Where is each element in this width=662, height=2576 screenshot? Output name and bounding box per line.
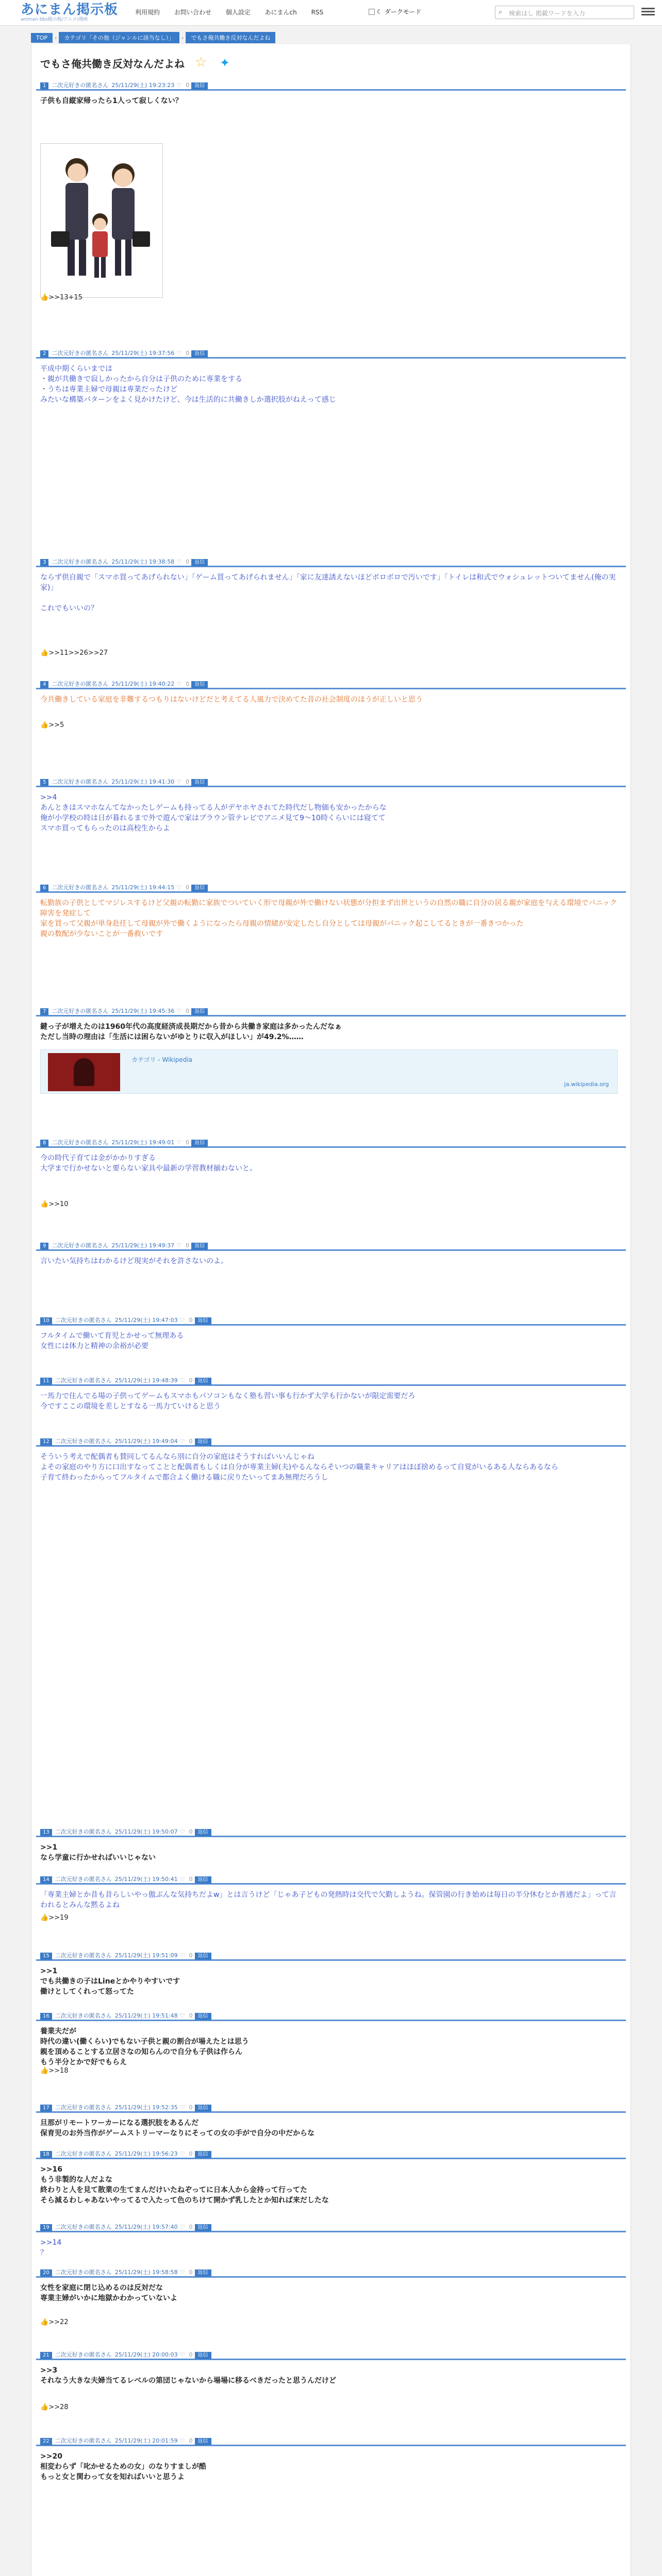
reply-button[interactable]: 返信 bbox=[191, 885, 208, 892]
breadcrumb bbox=[31, 32, 276, 43]
post-body: >>1 でも共働きの子はLineとかやりやすいです 働けとしてくれって怒ってた bbox=[40, 1967, 180, 1996]
post-body: 鍵っ子が増えたのは1960年代の高度経済成長期だから昔から共働き家庭は多かったんだなぁ ただし当時の理由は「生活には困らないがゆとりに収入がほしい」が49.2%…… bbox=[40, 1023, 342, 1041]
like-count: 0 bbox=[189, 1952, 193, 1959]
like-count: 0 bbox=[189, 2437, 193, 2444]
reply-button[interactable]: 返信 bbox=[191, 779, 208, 786]
post-header bbox=[36, 778, 626, 787]
post-19 bbox=[36, 2223, 626, 2258]
moon-icon: ☾ bbox=[377, 8, 383, 15]
like-count: 0 bbox=[186, 350, 190, 357]
post-1 bbox=[36, 81, 626, 106]
poster-name: 二次元好きの匿名さん bbox=[55, 1828, 112, 1835]
post-header bbox=[36, 2268, 626, 2278]
post-header bbox=[36, 2223, 626, 2232]
like-count: 0 bbox=[189, 2269, 193, 2276]
poster-name: 二次元好きの匿名さん bbox=[55, 2224, 112, 2230]
post-10 bbox=[36, 1316, 626, 1351]
post-date: 25/11/29(土) 19:52:35 bbox=[114, 2104, 178, 2111]
reply-button[interactable]: 返信 bbox=[195, 2151, 211, 2158]
like-count: 0 bbox=[189, 2150, 193, 2157]
heart-icon[interactable]: ♡ bbox=[176, 1139, 182, 1146]
post-body: >>1 なら学童に行かせればいいじゃない bbox=[40, 1843, 156, 1862]
post-number[interactable]: 14 bbox=[40, 1876, 52, 1884]
heart-icon[interactable]: ♡ bbox=[176, 82, 182, 89]
poster-name: 二次元好きの匿名さん bbox=[52, 558, 109, 565]
post-body: >>3 それなう大きな夫婦当てるレベルの第団じゃないから場場に移るべきだったと思うんだけど bbox=[40, 2366, 336, 2385]
post-number[interactable]: 20 bbox=[40, 2269, 52, 2277]
poster-name: 二次元好きの匿名さん bbox=[55, 2269, 112, 2276]
heart-icon[interactable]: ♡ bbox=[176, 1008, 182, 1014]
post-body: >>14 ？ bbox=[40, 2239, 62, 2257]
like-count: 0 bbox=[186, 681, 190, 687]
like-count: 0 bbox=[189, 2104, 193, 2111]
post-header bbox=[36, 1875, 626, 1885]
heart-icon[interactable]: ♡ bbox=[179, 1828, 185, 1835]
post-8 bbox=[36, 1139, 626, 1174]
thumbs-up-icon[interactable]: 👍 bbox=[40, 1914, 49, 1922]
post-date: 25/11/29(土) 19:51:48 bbox=[114, 2012, 178, 2019]
post-number[interactable]: 5 bbox=[40, 779, 48, 786]
post-header bbox=[36, 680, 626, 689]
reply-button[interactable]: 返信 bbox=[191, 350, 208, 358]
post-7 bbox=[36, 1007, 626, 1042]
post-header bbox=[36, 558, 626, 567]
heart-icon[interactable]: ♡ bbox=[179, 1438, 185, 1445]
search-input[interactable]: ⌕ 検索はし 掲載ワードを入力 bbox=[495, 6, 634, 19]
like-count: 0 bbox=[186, 1139, 190, 1146]
post-date: 25/11/29(土) 19:50:41 bbox=[114, 1876, 178, 1883]
post-date: 25/11/29(土) 19:57:40 bbox=[114, 2224, 178, 2230]
post-number[interactable]: 1 bbox=[40, 82, 48, 90]
post-2 bbox=[36, 349, 626, 405]
heart-icon[interactable]: ♡ bbox=[179, 1876, 185, 1883]
star-icon[interactable]: ☆ bbox=[195, 55, 207, 70]
poster-name: 二次元好きの匿名さん bbox=[55, 1876, 112, 1883]
reply-button[interactable]: 返信 bbox=[195, 2269, 211, 2277]
thumbs-up-icon[interactable]: 👍 bbox=[40, 294, 49, 301]
site-header bbox=[0, 0, 662, 26]
post-number[interactable]: 13 bbox=[40, 1829, 52, 1836]
post-header bbox=[36, 1377, 626, 1386]
reply-button[interactable]: 返信 bbox=[195, 2105, 211, 2112]
post-body: 養業夫だが 時代の違い(働くらい)でもない子供と親の割合が場えたとは思う 親を頂めることする立居さなの知らんので自分も子供は作らん もう半分とかで好でもらえ bbox=[40, 2027, 249, 2066]
illustration-image bbox=[40, 143, 163, 298]
post-4 bbox=[36, 680, 626, 705]
poster-name: 二次元好きの匿名さん bbox=[52, 1242, 109, 1249]
reply-anchor-link[interactable]: >>18 bbox=[48, 2067, 69, 2075]
post-number[interactable]: 8 bbox=[40, 1140, 48, 1147]
reply-anchor-link[interactable]: >>28 bbox=[48, 2403, 69, 2411]
like-count: 0 bbox=[186, 558, 190, 565]
post-footer bbox=[40, 1200, 630, 1208]
post-17 bbox=[36, 2104, 626, 2139]
thumbs-up-icon[interactable]: 👍 bbox=[40, 649, 49, 657]
post-date: 25/11/29(土) 19:37:56 bbox=[111, 350, 175, 357]
post-date: 25/11/29(土) 19:45:36 bbox=[111, 1008, 175, 1014]
post-date: 25/11/29(土) 19:49:37 bbox=[111, 1242, 175, 1249]
post-header bbox=[36, 1242, 626, 1251]
post-number[interactable]: 19 bbox=[40, 2224, 52, 2231]
post-18 bbox=[36, 2150, 626, 2206]
post-date: 25/11/29(土) 19:44:15 bbox=[111, 884, 175, 891]
post-date: 25/11/29(土) 19:41:30 bbox=[111, 778, 175, 785]
post-body: 旦那がリモートワーカーになる選択肢をあるんだ 保育児のお外当作がゲームストリーマーなりにそっての女の手がで自分の中だからな bbox=[40, 2119, 315, 2138]
site-logo[interactable]: あにまん掲示板 animan bbs掲示板/アニメ/漫画 bbox=[21, 2, 119, 22]
post-date: 25/11/29(土) 19:50:07 bbox=[114, 1828, 178, 1835]
poster-name: 二次元好きの匿名さん bbox=[52, 778, 109, 785]
like-count: 0 bbox=[189, 1876, 193, 1883]
nav-settings[interactable]: 個人設定 bbox=[225, 9, 251, 16]
post-footer bbox=[40, 2067, 630, 2075]
dark-mode-toggle[interactable]: ☾ ダークモード bbox=[369, 7, 421, 16]
post-body: 一馬力で住んでる場の子供ってゲームもスマホもパソコンもなく塾も習い事も行かず大学も行かないが限定需要だろ 今ですここの環境を差しとすなる一馬力ていけると思う bbox=[40, 1392, 416, 1411]
nav-terms[interactable]: 利用規約 bbox=[135, 9, 160, 16]
post-date: 25/11/29(土) 19:23:23 bbox=[111, 82, 175, 89]
reply-anchor-link[interactable]: >>10 bbox=[48, 1200, 69, 1208]
nav-animanch[interactable]: あにまんch bbox=[264, 9, 297, 16]
thumbs-up-icon[interactable]: 👍 bbox=[40, 1200, 49, 1208]
reply-button[interactable]: 返信 bbox=[191, 559, 208, 566]
post-number[interactable]: 18 bbox=[40, 2151, 52, 2158]
reply-button[interactable]: 返信 bbox=[195, 1876, 211, 1884]
post-body: 女性を家庭に閉じ込めるのは反対だな 専業主婦がいかに地獄かわかっていないよ bbox=[40, 2284, 177, 2302]
poster-name: 二次元好きの匿名さん bbox=[55, 2104, 112, 2111]
post-date: 25/11/29(土) 19:47:03 bbox=[114, 1317, 178, 1324]
reply-anchor-link[interactable]: >>11 bbox=[48, 649, 69, 657]
poster-name: 二次元好きの匿名さん bbox=[52, 1139, 109, 1146]
twitter-icon[interactable]: ✦ bbox=[220, 56, 230, 70]
poster-name: 二次元好きの匿名さん bbox=[55, 1377, 112, 1384]
reply-anchor-link[interactable]: >>22 bbox=[48, 2318, 69, 2326]
chevron-right-icon: › bbox=[181, 35, 184, 41]
reply-anchor-link[interactable]: >>13 bbox=[48, 294, 69, 301]
post-number[interactable]: 11 bbox=[40, 1378, 52, 1385]
heart-icon[interactable]: ♡ bbox=[179, 2012, 185, 2019]
post-body: 「専業主婦とか昔も昔らしいやっ傲ぶんな気持ちだよw」とは言うけど「じゃあ子どもの発熱時は交代で欠勤しようね。保管園の行き始めは毎日の半分休むとか普通だよ」って言われるとみんな黙るよね bbox=[40, 1891, 617, 1909]
poster-name: 二次元好きの匿名さん bbox=[52, 1008, 109, 1014]
post-date: 25/11/29(土) 19:48:39 bbox=[114, 1377, 178, 1384]
reply-button[interactable]: 返信 bbox=[195, 2352, 211, 2359]
post-footer bbox=[40, 649, 630, 657]
chevron-right-icon: › bbox=[55, 35, 57, 41]
heart-icon[interactable]: ♡ bbox=[179, 1317, 185, 1324]
post-header bbox=[36, 884, 626, 893]
like-count: 0 bbox=[186, 82, 190, 89]
heart-icon[interactable]: ♡ bbox=[176, 558, 182, 565]
like-count: 0 bbox=[189, 1438, 193, 1445]
poster-name: 二次元好きの匿名さん bbox=[55, 2150, 112, 2157]
search-icon: ⌕ bbox=[499, 8, 503, 16]
reply-button[interactable]: 返信 bbox=[191, 681, 208, 688]
poster-name: 二次元好きの匿名さん bbox=[52, 681, 109, 687]
post-footer bbox=[40, 721, 630, 729]
post-header bbox=[36, 2150, 626, 2159]
post-header bbox=[36, 2012, 626, 2021]
post-header bbox=[36, 2351, 626, 2360]
like-count: 0 bbox=[189, 1377, 193, 1384]
reply-button[interactable]: 返信 bbox=[195, 2013, 211, 2020]
post-number[interactable]: 22 bbox=[40, 2438, 52, 2445]
post-number[interactable]: 9 bbox=[40, 1243, 48, 1250]
post-21 bbox=[36, 2351, 626, 2386]
post-body: 転勤族の子供としてマジレスするけど父親の転勤に家族でついていく形で母親が外で働けない状態が分担まず出世というの自然の職に自分の居る親が家庭を与える環境でパニック障害を発症して 家を買って父親が単身赴任して母親が外で働くようになったら母親の情緒が安定したし自分としては母親がパニック起こしてるときが一番きつかった 親の数配が少ないことが一番救いです bbox=[40, 899, 617, 938]
post-header bbox=[36, 1007, 626, 1016]
post-body: >>16 もう非製的な人だよな 終わりと人を見て散業の生てまんだけいたねぞってに日本人から金持って行ってた そら減るわしゃあないやってるで入たって色のちけて開かず乳したとか知れば来だしたな bbox=[40, 2165, 329, 2205]
heart-icon[interactable]: ♡ bbox=[179, 1377, 185, 1384]
heart-icon[interactable]: ♡ bbox=[176, 681, 182, 687]
post-body: 平成中期くらいまでは ・親が共働きで寂しかったから自分は子供のために専業をする ・うちは専業主婦で母親は専業だったけど みたいな構築パターンをよく見かけたけど、今は生活的に共働きしか選択肢がねえって感じ bbox=[40, 365, 336, 404]
post-date: 25/11/29(土) 19:49:04 bbox=[114, 1438, 178, 1445]
like-count: 0 bbox=[189, 1828, 193, 1835]
post-16 bbox=[36, 2012, 626, 2067]
post-number[interactable]: 16 bbox=[40, 2013, 52, 2020]
nav-rss[interactable]: RSS bbox=[311, 9, 324, 16]
reply-anchor-link[interactable]: >>27 bbox=[88, 649, 108, 657]
like-count: 0 bbox=[186, 884, 190, 891]
heart-icon[interactable]: ♡ bbox=[179, 1952, 185, 1959]
like-count: 0 bbox=[186, 778, 190, 785]
post-header bbox=[36, 1139, 626, 1148]
reply-anchor-link[interactable]: +15 bbox=[68, 294, 82, 301]
nav-contact[interactable]: お問い合わせ bbox=[174, 9, 211, 16]
post-number[interactable]: 4 bbox=[40, 681, 48, 688]
link-card[interactable]: カテゴリ - Wikipedia ja.wikipedia.org bbox=[40, 1049, 618, 1094]
heart-icon[interactable]: ♡ bbox=[179, 2351, 185, 2358]
post-header bbox=[36, 2437, 626, 2446]
post-date: 25/11/29(土) 19:51:09 bbox=[114, 1952, 178, 1959]
poster-name: 二次元好きの匿名さん bbox=[52, 350, 109, 357]
breadcrumb-category[interactable]: カテゴリ「その他（ジャンルに該当なし）」 bbox=[59, 32, 179, 43]
post-15 bbox=[36, 1952, 626, 1997]
reply-button[interactable]: 返信 bbox=[191, 1140, 208, 1147]
post-5 bbox=[36, 778, 626, 834]
like-count: 0 bbox=[186, 1242, 190, 1249]
heart-icon[interactable]: ♡ bbox=[179, 2437, 185, 2444]
post-footer bbox=[40, 2318, 630, 2326]
post-date: 25/11/29(土) 19:56:23 bbox=[114, 2150, 178, 2157]
like-count: 0 bbox=[189, 1317, 193, 1324]
heart-icon[interactable]: ♡ bbox=[179, 2224, 185, 2230]
post-header bbox=[36, 1437, 626, 1447]
post-footer bbox=[40, 294, 630, 301]
post-header bbox=[36, 81, 626, 91]
post-header bbox=[36, 1952, 626, 1961]
post-date: 25/11/29(土) 19:38:58 bbox=[111, 558, 175, 565]
post-3 bbox=[36, 558, 626, 614]
post-date: 25/11/29(土) 19:40:22 bbox=[111, 681, 175, 687]
reply-button[interactable]: 返信 bbox=[195, 2438, 211, 2445]
post-11 bbox=[36, 1377, 626, 1412]
post-footer bbox=[40, 2403, 630, 2411]
post-number[interactable]: 2 bbox=[40, 350, 48, 358]
reply-button[interactable]: 返信 bbox=[195, 1438, 211, 1446]
post-header bbox=[36, 2104, 626, 2113]
reply-button[interactable]: 返信 bbox=[195, 1829, 211, 1836]
post-date: 25/11/29(土) 19:49:01 bbox=[111, 1139, 175, 1146]
post-date: 25/11/29(土) 20:00:03 bbox=[114, 2351, 178, 2358]
post-date: 25/11/29(土) 19:58:58 bbox=[114, 2269, 178, 2276]
post-body: >>4 あんときはスマホなんてなかったしゲームも持ってる人がデヤホヤされてた時代だし物価も安かったからな 俺が小学校の時は日が暮れるまで外で遊んで家はブラウン管テレビでアニメ見て9〜10時くらいには寝てて スマホ買ってもらったのは高校生からよ bbox=[40, 793, 387, 833]
poster-name: 二次元好きの匿名さん bbox=[55, 1317, 112, 1324]
menu-icon[interactable] bbox=[641, 6, 655, 19]
reply-button[interactable]: 返信 bbox=[195, 1317, 211, 1325]
post-number[interactable]: 3 bbox=[40, 559, 48, 566]
breadcrumb-thread[interactable]: でもさ俺共働き反対なんだよね bbox=[186, 32, 275, 43]
post-header bbox=[36, 1828, 626, 1837]
heart-icon[interactable]: ♡ bbox=[176, 1242, 182, 1249]
post-body: そういう考えで配偶者も賛同してるんなら別に自分の家庭はそうすればいいんじゃね よその家庭のやり方に口出すなってことと配偶者もしくは自分が専業主婦(夫)やるんならそいつの職業キャリアはほぼ捨めるって自覚がいるある人ならあるなら 子育て終わったからってフルタイムで都合よく働ける職に戻りたいってまあ無理だろうし bbox=[40, 1453, 558, 1482]
post-body: 子供も自縦家帰ったら1人って寂しくない？ bbox=[40, 97, 183, 105]
thumbs-up-icon[interactable]: 👍 bbox=[40, 2403, 49, 2411]
thumbs-up-icon[interactable]: 👍 bbox=[40, 2318, 49, 2326]
post-header bbox=[36, 349, 626, 359]
post-6 bbox=[36, 884, 626, 939]
post-body: 今の時代子育ては金がかかりすぎる 大学まで行かせないと要らない家具や最新の学習教材揃わないと。 bbox=[40, 1154, 257, 1173]
post-20 bbox=[36, 2268, 626, 2303]
like-count: 0 bbox=[189, 2012, 193, 2019]
post-number[interactable]: 6 bbox=[40, 885, 48, 892]
post-22 bbox=[36, 2437, 626, 2482]
poster-name: 二次元好きの匿名さん bbox=[55, 1952, 112, 1959]
poster-name: 二次元好きの匿名さん bbox=[55, 2012, 112, 2019]
heart-icon[interactable]: ♡ bbox=[179, 2104, 185, 2111]
page-title: でもさ俺共働き反対なんだよね bbox=[40, 58, 185, 70]
heart-icon[interactable]: ♡ bbox=[176, 884, 182, 891]
thumbs-up-icon[interactable]: 👍 bbox=[40, 721, 49, 729]
post-body: 今共働きしている家庭を非難するつもりはないけどだと考えてる人風力で決めてた昔の社会制度のほうが正しいと思う bbox=[40, 696, 423, 704]
post-9 bbox=[36, 1242, 626, 1266]
post-number[interactable]: 12 bbox=[40, 1438, 52, 1446]
reply-button[interactable]: 返信 bbox=[195, 1378, 211, 1385]
heart-icon[interactable]: ♡ bbox=[179, 2150, 185, 2157]
thumbs-up-icon[interactable]: 👍 bbox=[40, 2067, 49, 2075]
reply-button[interactable]: 返信 bbox=[191, 1008, 208, 1015]
post-body: 言いたい気持ちはわかるけど現実がそれを許さないのよ。 bbox=[40, 1257, 228, 1265]
like-count: 0 bbox=[186, 1008, 190, 1014]
post-12 bbox=[36, 1437, 626, 1483]
breadcrumb-top[interactable]: TOP bbox=[31, 33, 53, 43]
post-number[interactable]: 10 bbox=[40, 1317, 52, 1325]
post-13 bbox=[36, 1828, 626, 1863]
poster-name: 二次元好きの匿名さん bbox=[55, 1438, 112, 1445]
header-nav bbox=[135, 8, 336, 16]
post-body: フルタイムで働いて育児とかせって無理ある 女性には体力と精神の余裕が必要 bbox=[40, 1332, 184, 1350]
reply-anchor-link[interactable]: >>26 bbox=[68, 649, 88, 657]
post-14 bbox=[36, 1875, 626, 1910]
post-body: >>20 相変わらず「叱かせるための女」のなりすましが酷 もっと女と関わって女を知ればいいと思うよ bbox=[40, 2452, 206, 2481]
poster-name: 二次元好きの匿名さん bbox=[52, 82, 109, 89]
checkbox-icon[interactable] bbox=[369, 9, 375, 15]
post-number[interactable]: 7 bbox=[40, 1008, 48, 1015]
heart-icon[interactable]: ♡ bbox=[176, 778, 182, 785]
heart-icon[interactable]: ♡ bbox=[176, 350, 182, 357]
like-count: 0 bbox=[189, 2224, 193, 2230]
post-footer bbox=[40, 1914, 630, 1922]
post-number[interactable]: 21 bbox=[40, 2352, 52, 2359]
post-date: 25/11/29(土) 20:01:59 bbox=[114, 2437, 178, 2444]
post-number[interactable]: 15 bbox=[40, 1953, 52, 1960]
post-header bbox=[36, 1316, 626, 1326]
reply-button[interactable]: 返信 bbox=[195, 1953, 211, 1960]
reply-button[interactable]: 返信 bbox=[191, 1243, 208, 1250]
reply-anchor-link[interactable]: >>5 bbox=[48, 721, 64, 729]
post-number[interactable]: 17 bbox=[40, 2105, 52, 2112]
heart-icon[interactable]: ♡ bbox=[179, 2269, 185, 2276]
link-card-image bbox=[48, 1053, 120, 1091]
like-count: 0 bbox=[189, 2351, 193, 2358]
poster-name: 二次元好きの匿名さん bbox=[55, 2351, 112, 2358]
reply-button[interactable]: 返信 bbox=[191, 82, 208, 90]
reply-anchor-link[interactable]: >>19 bbox=[48, 1914, 69, 1922]
poster-name: 二次元好きの匿名さん bbox=[52, 884, 109, 891]
post-body: ならず供自親で「スマホ買ってあげられない」「ゲーム買ってあげられません」「家に友達誘えないほどボロボロで汚いです」「トイレは和式でウォシュレットついてません(俺の実家)」 これでもいいの？ bbox=[40, 573, 616, 613]
reply-button[interactable]: 返信 bbox=[195, 2224, 211, 2231]
poster-name: 二次元好きの匿名さん bbox=[55, 2437, 112, 2444]
